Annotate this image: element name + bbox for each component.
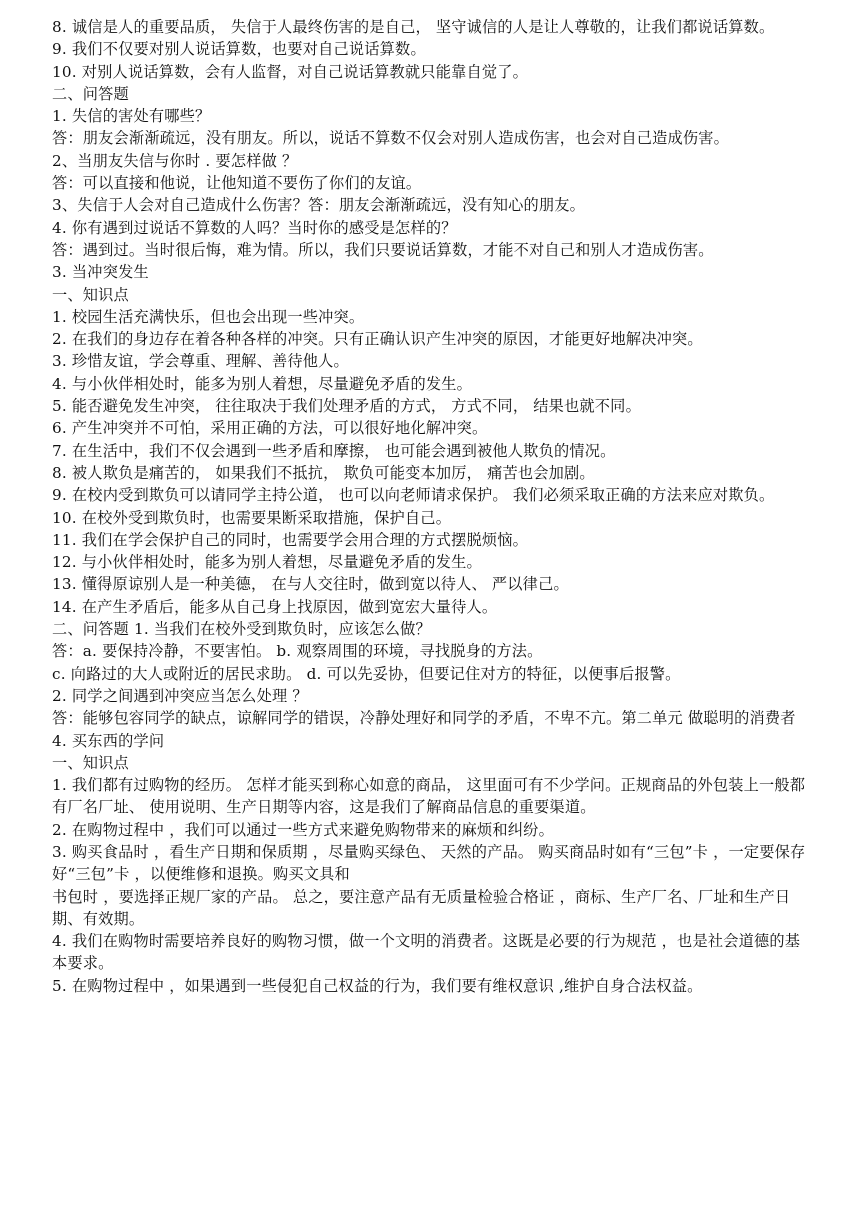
section-heading: 一、知识点 — [52, 753, 129, 772]
text-line: 5. 能否避免发生冲突， 往往取决于我们处理矛盾的方式， 方式不同， 结果也就不同。 — [52, 397, 641, 416]
text-line: 4. 与小伙伴相处时，能多为别人着想，尽量避免矛盾的发生。 — [52, 374, 472, 393]
answer: c. 向路过的大人或附近的居民求助。 d. 可以先妥协，但要记住对方的特征，以便事后报警。 — [52, 664, 681, 683]
section-heading: 二、问答题 1. 当我们在校外受到欺负时，应该怎么做？ — [52, 620, 431, 639]
text-line: 5. 在购物过程中 ，如果遇到一些侵犯自己权益的行为，我们要有维权意识 ,维护自身合法权益。 — [52, 976, 703, 995]
text-line: 8. 被人欺负是痛苦的， 如果我们不抵抗， 欺负可能变本加厉， 痛苦也会加剧。 — [52, 463, 595, 482]
text-line: 3. 购买食品时 ，看生产日期和保质期 ，尽量购买绿色、 天然的产品。 购买商品时如有“三包”卡 ，一定要保存好“三包”卡 ，以便维修和退换。购买文具和 — [52, 842, 806, 884]
answer: 答：能够包容同学的缺点，谅解同学的错误，冷静处理好和同学的矛盾，不卑不亢。第二单元 做聪明的消费者 — [52, 709, 796, 728]
text-line: 3. 珍惜友谊，学会尊重、理解、善待他人。 — [52, 352, 349, 371]
section-heading: 二、问答题 — [52, 84, 129, 103]
text-line: 2. 在购物过程中 ，我们可以通过一些方式来避免购物带来的麻烦和纠纷。 — [52, 820, 554, 839]
text-line: 6. 产生冲突并不可怕，采用正确的方法，可以很好地化解冲突。 — [52, 419, 488, 438]
text-line: 13. 懂得原谅别人是一种美德， 在与人交往时，做到宽以待人、 严以律己。 — [52, 575, 569, 594]
text-line: 11. 我们在学会保护自己的同时，也需要学会用合理的方式摆脱烦恼。 — [52, 530, 529, 549]
question: 2、当朋友失信与你时 . 要怎样做 ？ — [52, 151, 298, 170]
text-line: 书包时 ，要选择正规厂家的产品。 总之，要注意产品有无质量检验合格证 ，商标、生产厂名、厂址和生产日期、有效期。 — [52, 887, 791, 928]
text-line: 9. 在校内受到欺负可以请同学主持公道， 也可以向老师请求保护。 我们必须采取正确的方法来应对欺负。 — [52, 486, 775, 505]
question: 2. 同学之间遇到冲突应当怎么处理 ？ — [52, 686, 308, 705]
text-line: 10. 对别人说话算数，会有人监督，对自己说话算教就只能靠自觉了。 — [52, 62, 529, 81]
answer: 答：朋友会渐渐疏远，没有朋友。所以，说话不算数不仅会对别人造成伤害，也会对自己造成伤害。 — [52, 129, 730, 148]
question: 4. 你有遇到过说话不算数的人吗？当时你的感受是怎样的？ — [52, 218, 457, 237]
answer: 答：a. 要保持冷静，不要害怕。 b. 观察周围的环境，寻找脱身的方法。 — [52, 642, 543, 661]
text-line: 7. 在生活中，我们不仅会遇到一些矛盾和摩擦， 也可能会遇到被他人欺负的情况。 — [52, 441, 616, 460]
lesson-title: 4. 买东西的学问 — [52, 731, 165, 750]
text-line: 8. 诚信是人的重要品质， 失信于人最终伤害的是自己， 坚守诚信的人是让人尊敬的，让我们都说话算数。 — [52, 18, 775, 36]
text-line: 12. 与小伙伴相处时，能多为别人着想，尽量避免矛盾的发生。 — [52, 553, 482, 572]
text-line: 10. 在校外受到欺负时，也需要果断采取措施，保护自己。 — [52, 508, 452, 527]
text-line: 2. 在我们的身边存在着各种各样的冲突。只有正确认识产生冲突的原因，才能更好地解决冲突。 — [52, 330, 703, 349]
text-line: 1. 校园生活充满快乐，但也会出现一些冲突。 — [52, 307, 365, 326]
text-line: 4. 我们在购物时需要培养良好的购物习惯，做一个文明的消费者。这既是必要的行为规范 ，也是社会道德的基本要求。 — [52, 932, 801, 973]
question: 1. 失信的害处有哪些？ — [52, 107, 211, 126]
answer: 答：遇到过。当时很后悔，难为情。所以，我们只要说话算数，才能不对自己和别人才造成伤害。 — [52, 240, 714, 259]
text-line: 1. 我们都有过购物的经历。 怎样才能买到称心如意的商品， 这里面可有不少学问。正规商品的外包装上一般都有厂名厂址、 使用说明、生产日期等内容，这是我们了解商品信息的重要渠道。 — [52, 776, 806, 817]
question: 3、失信于人会对自己造成什么伤害？答：朋友会渐渐疏远，没有知心的朋友。 — [52, 196, 586, 215]
lesson-title: 3. 当冲突发生 — [52, 263, 149, 282]
answer: 答：可以直接和他说，让他知道不要伤了你们的友谊。 — [52, 174, 422, 193]
text-line: 14. 在产生矛盾后，能多从自己身上找原因，做到宽宏大量待人。 — [52, 597, 498, 616]
text-line: 9. 我们不仅要对别人说话算数，也要对自己说话算数。 — [52, 40, 426, 59]
section-heading: 一、知识点 — [52, 285, 129, 304]
